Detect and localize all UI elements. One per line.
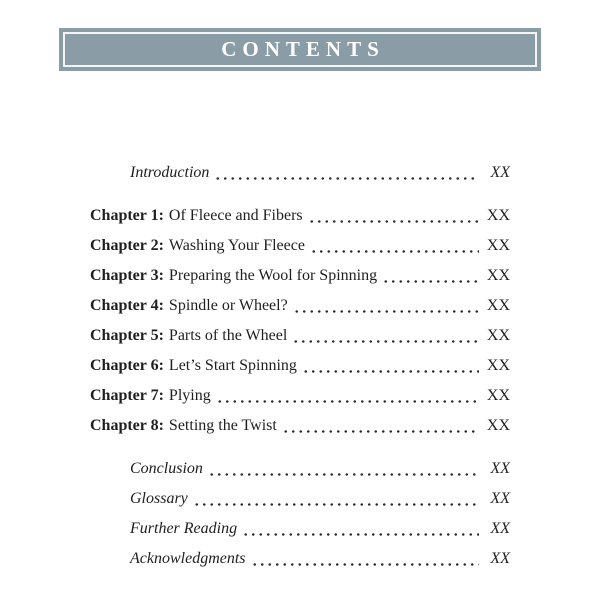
toc-page-number: XX bbox=[486, 297, 510, 314]
toc-entry-label: Introduction bbox=[130, 164, 210, 181]
toc-page-number: XX bbox=[486, 207, 510, 224]
chapter-title: Setting the Twist bbox=[168, 417, 277, 434]
toc-row-chapter-7 bbox=[90, 381, 510, 411]
toc-page-number: XX bbox=[490, 460, 510, 477]
toc-row-chapter-4 bbox=[90, 291, 510, 321]
chapter-number-label: Chapter 4: bbox=[90, 297, 164, 314]
toc-page-number: XX bbox=[490, 490, 510, 507]
chapter-number-label: Chapter 3: bbox=[90, 267, 164, 284]
contents-header-banner bbox=[59, 28, 541, 71]
chapter-title: Let’s Start Spinning bbox=[168, 357, 297, 374]
toc-entry-label: Conclusion bbox=[130, 460, 203, 477]
dot-leader bbox=[208, 473, 479, 476]
table-of-contents bbox=[90, 158, 510, 574]
dot-leader bbox=[292, 340, 479, 343]
banner-inner-border bbox=[63, 32, 537, 67]
dot-leader bbox=[308, 220, 479, 223]
chapter-number-label: Chapter 2: bbox=[90, 237, 164, 254]
dot-leader bbox=[251, 563, 479, 566]
chapter-number-label: Chapter 6: bbox=[90, 357, 164, 374]
toc-entry-label: Further Reading bbox=[130, 520, 238, 537]
toc-row-conclusion bbox=[90, 454, 510, 484]
dot-leader bbox=[302, 370, 479, 373]
toc-entry-label: Acknowledgments bbox=[130, 550, 246, 567]
toc-row-further-reading bbox=[90, 514, 510, 544]
chapter-title: Parts of the Wheel bbox=[168, 327, 288, 344]
toc-row-introduction bbox=[90, 158, 510, 188]
dot-leader bbox=[242, 533, 479, 536]
chapter-title: Preparing the Wool for Spinning bbox=[168, 267, 378, 284]
dot-leader bbox=[282, 430, 479, 433]
chapter-number-label: Chapter 7: bbox=[90, 387, 164, 404]
toc-page-number: XX bbox=[486, 267, 510, 284]
toc-page-number: XX bbox=[486, 387, 510, 404]
toc-page-number: XX bbox=[490, 164, 510, 181]
toc-row-chapter-8 bbox=[90, 411, 510, 441]
toc-page-number: XX bbox=[486, 357, 510, 374]
chapter-title: Washing Your Fleece bbox=[168, 237, 305, 254]
toc-row-chapter-3 bbox=[90, 261, 510, 291]
chapter-number-label: Chapter 1: bbox=[90, 207, 164, 224]
toc-row-glossary bbox=[90, 484, 510, 514]
dot-leader bbox=[310, 250, 479, 253]
toc-page-number: XX bbox=[490, 520, 510, 537]
dot-leader bbox=[382, 280, 479, 283]
toc-page-number: XX bbox=[486, 327, 510, 344]
toc-row-chapter-2 bbox=[90, 231, 510, 261]
toc-row-chapter-1 bbox=[90, 201, 510, 231]
chapter-title: Of Fleece and Fibers bbox=[168, 207, 303, 224]
chapter-title: Spindle or Wheel? bbox=[168, 297, 288, 314]
toc-page-number: XX bbox=[486, 417, 510, 434]
chapter-number-label: Chapter 5: bbox=[90, 327, 164, 344]
toc-page-number: XX bbox=[490, 550, 510, 567]
dot-leader bbox=[216, 400, 479, 403]
dot-leader bbox=[193, 503, 479, 506]
section-gap bbox=[90, 188, 510, 201]
chapter-number-label: Chapter 8: bbox=[90, 417, 164, 434]
toc-row-chapter-5 bbox=[90, 321, 510, 351]
chapter-title: Plying bbox=[168, 387, 211, 404]
toc-entry-label: Glossary bbox=[130, 490, 188, 507]
dot-leader bbox=[214, 177, 479, 180]
toc-row-chapter-6 bbox=[90, 351, 510, 381]
toc-page-number: XX bbox=[486, 237, 510, 254]
dot-leader bbox=[293, 310, 479, 313]
toc-row-acknowledgments bbox=[90, 544, 510, 574]
page-title: CONTENTS bbox=[221, 37, 385, 61]
section-gap bbox=[90, 441, 510, 454]
